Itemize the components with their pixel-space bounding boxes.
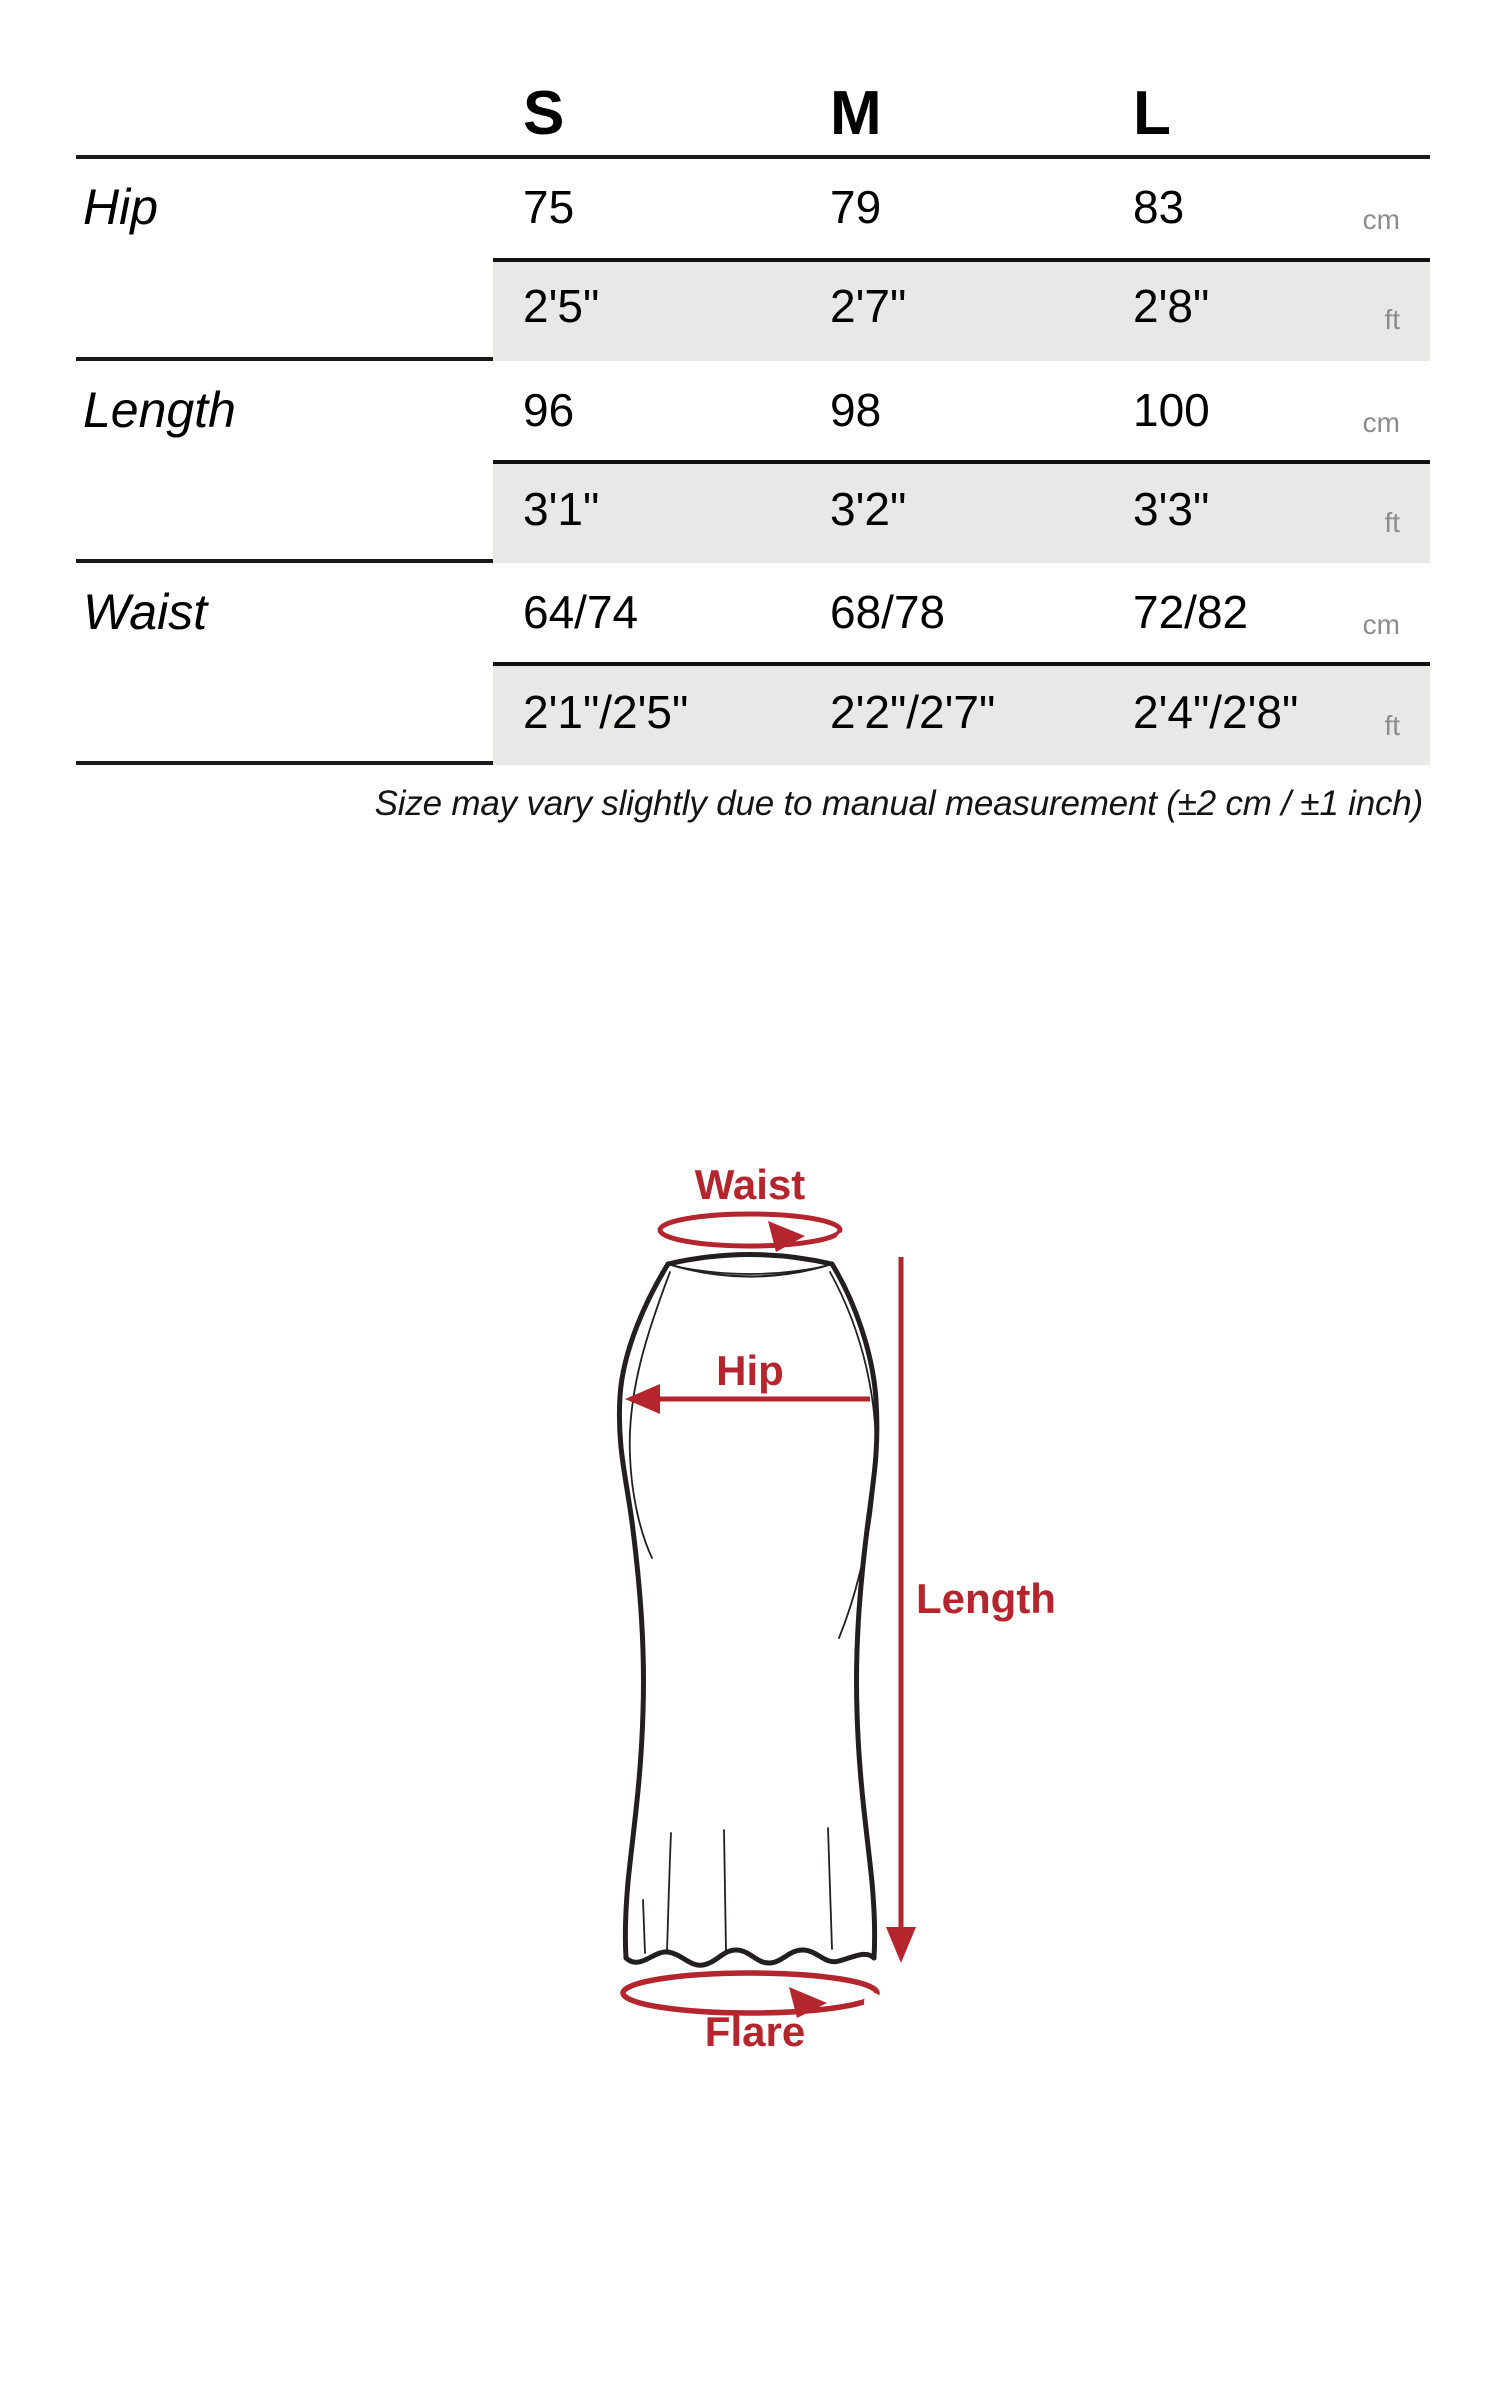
hip-ft-m: 2'7" xyxy=(830,280,907,332)
flare-label: Flare xyxy=(704,2008,806,2055)
hip-unit-cm: cm xyxy=(1362,204,1400,235)
length-arrow xyxy=(886,1257,916,1963)
table-rule-top xyxy=(76,155,1430,159)
length-ft-s: 3'1" xyxy=(523,483,600,535)
length-cm-l: 100 xyxy=(1133,384,1210,436)
waist-loop-arrow xyxy=(660,1214,852,1252)
waist-cm-s: 64/74 xyxy=(523,586,639,638)
waist-cm-l: 72/82 xyxy=(1133,586,1249,638)
hip-label: Hip xyxy=(716,1347,784,1394)
length-unit-ft: ft xyxy=(1384,507,1400,538)
flare-loop-gap xyxy=(864,1993,882,2011)
waist-ft-s: 2'1"/2'5" xyxy=(523,686,689,738)
waist-unit-ft: ft xyxy=(1384,710,1400,741)
length-unit-cm: cm xyxy=(1362,407,1400,438)
column-header-s: S xyxy=(523,79,565,148)
hip-unit-ft: ft xyxy=(1384,304,1400,335)
length-arrowhead-icon xyxy=(886,1927,916,1963)
length-cm-s: 96 xyxy=(523,384,575,436)
row-label-length: Length xyxy=(83,382,236,438)
hip-ft-l: 2'8" xyxy=(1133,280,1210,332)
column-header-m: M xyxy=(830,79,883,148)
measurement-note: Size may vary slightly due to manual measurement (±2 cm / ±1 inch) xyxy=(374,784,1423,823)
skirt-measurement-diagram xyxy=(0,1100,1500,2100)
hip-cm-l: 83 xyxy=(1133,181,1185,233)
row-label-hip: Hip xyxy=(83,179,159,235)
waist-cm-m: 68/78 xyxy=(830,586,946,638)
length-ft-m: 3'2" xyxy=(830,483,907,535)
length-cm-m: 98 xyxy=(830,384,882,436)
waist-ft-m: 2'2"/2'7" xyxy=(830,686,996,738)
length-label: Length xyxy=(916,1575,1056,1622)
waist-unit-cm: cm xyxy=(1362,609,1400,640)
hip-cm-m: 79 xyxy=(830,181,882,233)
length-ft-l: 3'3" xyxy=(1133,483,1210,535)
waist-loop-gap xyxy=(836,1232,852,1248)
row-label-waist: Waist xyxy=(83,584,208,640)
waist-ft-l: 2'4"/2'8" xyxy=(1133,686,1299,738)
hip-arrowhead-icon xyxy=(625,1384,660,1414)
hip-ft-s: 2'5" xyxy=(523,280,600,332)
waist-label: Waist xyxy=(694,1161,806,1208)
column-header-l: L xyxy=(1133,79,1172,148)
hip-cm-s: 75 xyxy=(523,181,575,233)
